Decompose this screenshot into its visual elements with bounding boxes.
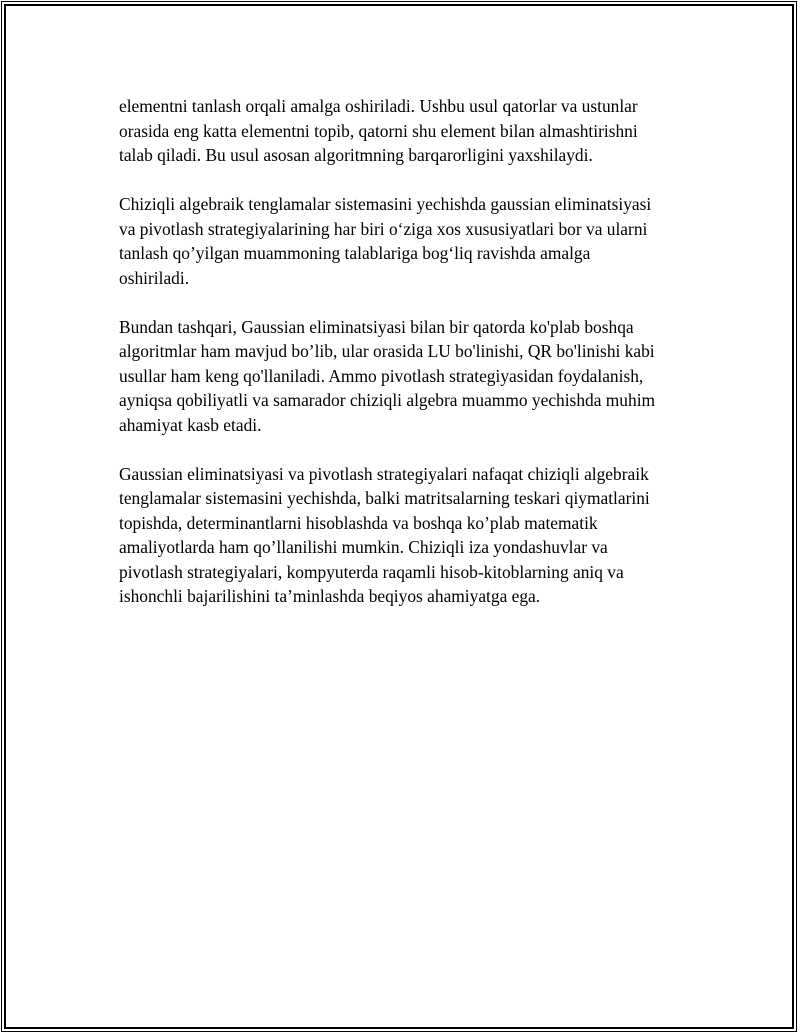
paragraph-4: Gaussian eliminatsiyasi va pivotlash strategiyalari nafaqat chiziqli algebraik tenglamalar sistemasini yechishda, balki matritsalarning teskari qiymatlarini topishda, determinantlarni hisoblashda va boshqa ko’plab matematik amaliyotlarda ham qo’llanilishi mumkin. Chiziqli iza yondashuvlar va pivotlash strategiyalari, kompyuterda raqamli hisob-kitoblarning aniq va ishonchli bajarilishini ta’minlashda beqiyos ahamiyatga ega. [119, 463, 650, 606]
paragraph-3: Bundan tashqari, Gaussian eliminatsiyasi bilan bir qatorda ko'plab boshqa algoritmlar ham mavjud bo’lib, ular orasida LU bo'linishi, QR bo'linishi kabi usullar ham keng qo'llaniladi. Ammo pivotlash strategiyasidan foydalanish, ayniqsa qobiliyatli va samarador chiziqli algebra muammo yechishda muhim ahamiyat kasb etadi. [119, 316, 656, 435]
paragraph-2: Chiziqli algebraik tenglamalar sistemasini yechishda gaussian eliminatsiyasi va pivotlash strategiyalarining har biri o‘ziga xos xususiyatlari bor va ularni tanlash qo’yilgan muammoning talablariga bog‘liq ravishda amalga oshiriladi. [119, 194, 652, 288]
document-body [119, 94, 689, 633]
document-page [4, 4, 794, 1029]
paragraph-1: elementni tanlash orqali amalga oshiriladi. Ushbu usul qatorlar va ustunlar orasida eng katta elementni topib, qatorni shu element bilan almashtirishni talab qiladi. Bu usul asosan algoritmning barqarorligini yaxshilaydi. [119, 96, 638, 165]
